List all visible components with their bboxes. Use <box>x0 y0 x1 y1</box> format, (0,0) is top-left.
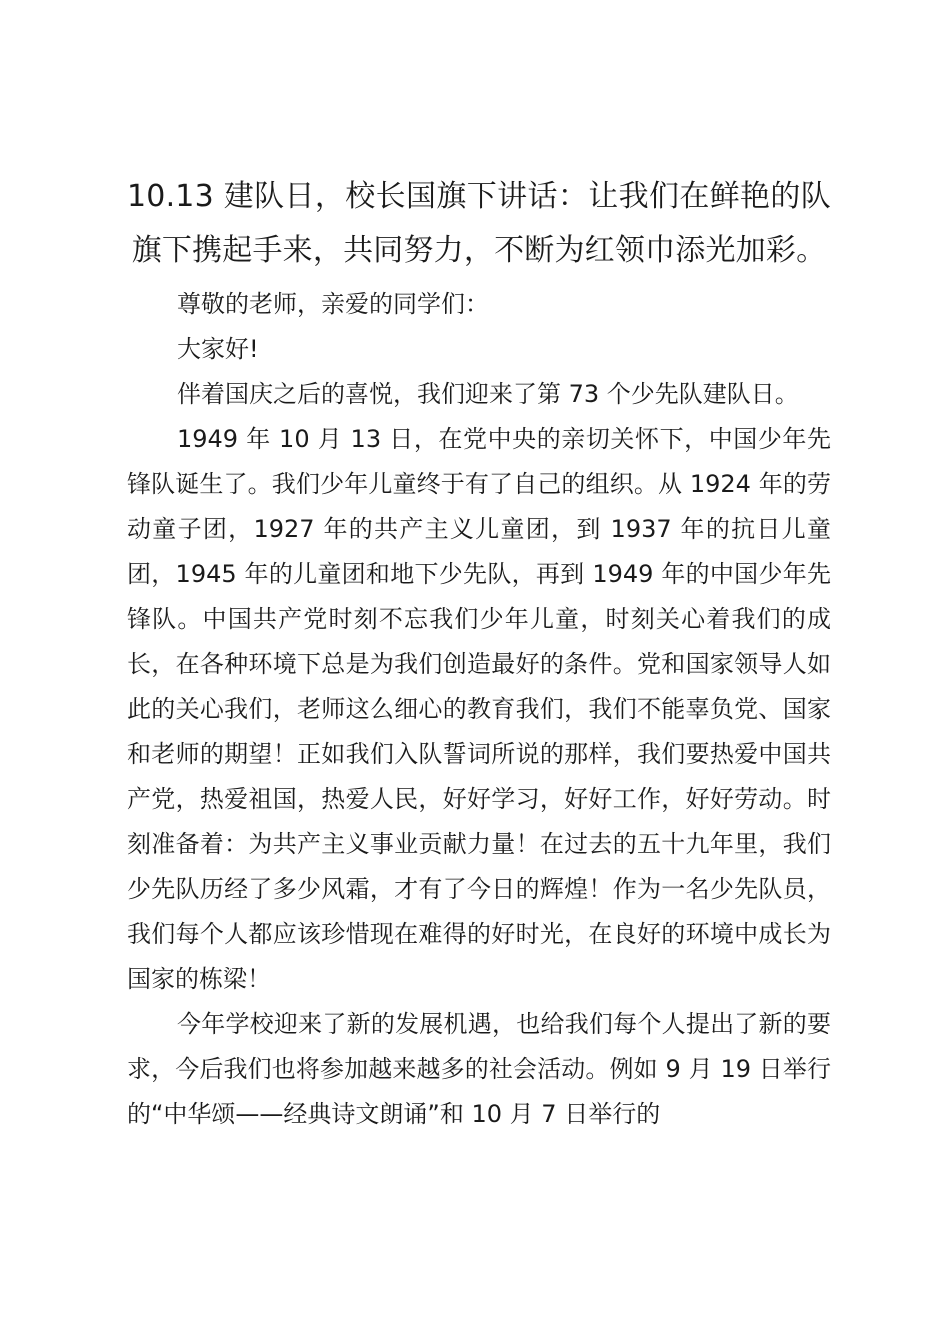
document-body <box>127 170 831 1137</box>
history-paragraph: 1949 年 10 月 13 日，在党中央的亲切关怀下，中国少年先锋队诞生了。我们少年儿童终于有了自己的组织。从 1924 年的劳动童子团，1927 年的共产主义儿童团，到 1937 年的抗日儿童团，1945 年的儿童团和地下少先队，再到 1949 年的中国少年先锋队。中国共产党时刻不忘我们少年儿童，时刻关心着我们的成长，在各种环境下总是为我们创造最好的条件。党和国家领导人如此的关心我们，老师这么细心的教育我们，我们不能辜负党、国家和老师的期望！正如我们入队誓词所说的那样，我们要热爱中国共产党，热爱祖国，热爱人民，好好学习，好好工作，好好劳动。时刻准备着：为共产主义事业贡献力量！在过去的五十九年里，我们少先队历经了多少风霜，才有了今日的辉煌！作为一名少先队员，我们每个人都应该珍惜现在难得的好时光，在良好的环境中成长为国家的栋梁！ <box>127 425 831 993</box>
document-title: 10.13 建队日，校长国旗下讲话：让我们在鲜艳的队旗下携起手来，共同努力，不断为红领巾添光加彩。 <box>127 179 831 268</box>
intro-paragraph: 伴着国庆之后的喜悦，我们迎来了第 73 个少先队建队日。 <box>177 380 799 408</box>
salutation-paragraph: 尊敬的老师，亲爱的同学们： <box>177 290 489 318</box>
school-paragraph: 今年学校迎来了新的发展机遇，也给我们每个人提出了新的要求，今后我们也将参加越来越多的社会活动。例如 9 月 19 日举行的“中华颂——经典诗文朗诵”和 10 月 7 日举行的 <box>127 1010 831 1128</box>
greeting-paragraph: 大家好! <box>177 335 259 363</box>
